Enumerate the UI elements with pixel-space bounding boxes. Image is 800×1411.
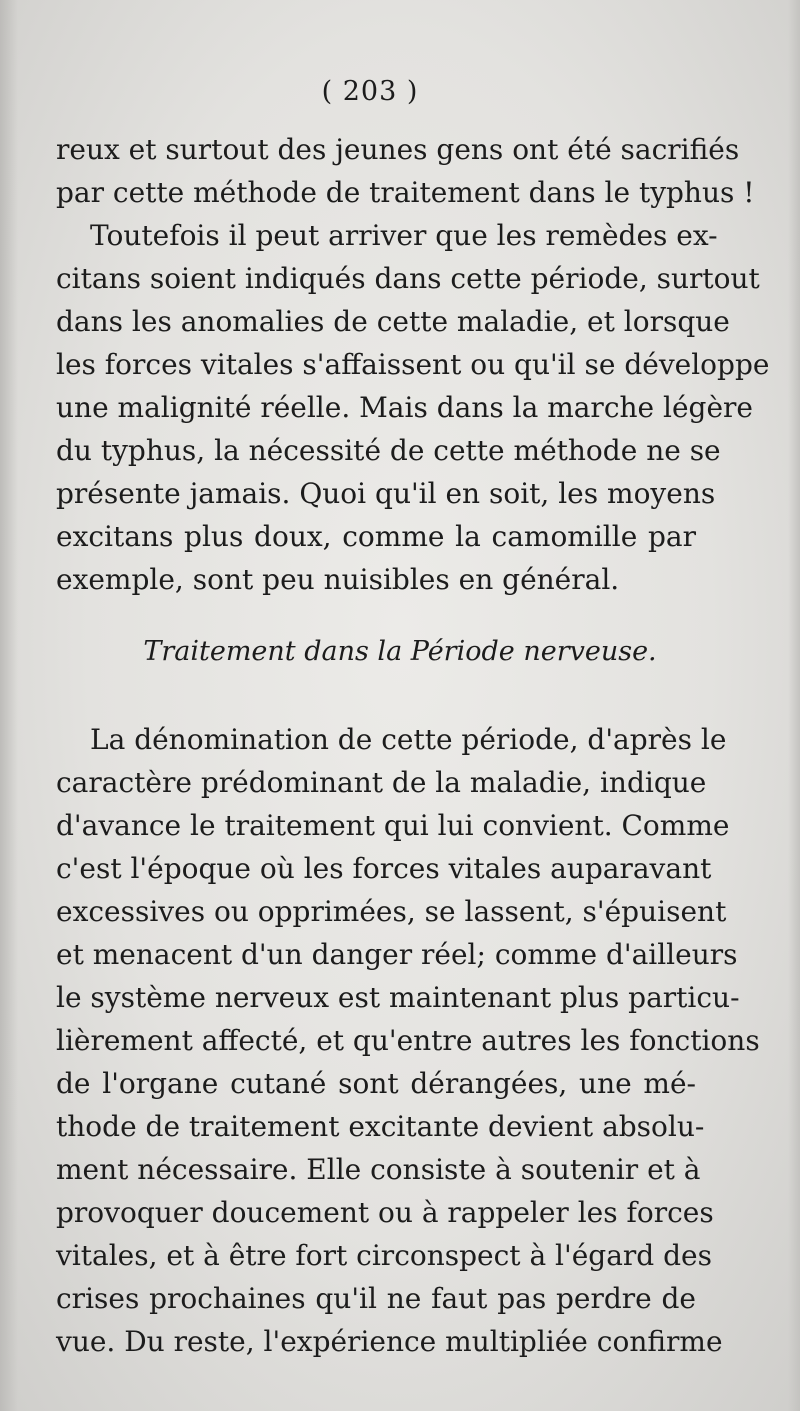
text-line: vitales, et à être fort circonspect à l'égard des: [56, 1239, 712, 1272]
text-line: dans les anomalies de cette maladie, et lorsque: [56, 305, 730, 338]
text-line: d'avance le traitement qui lui convient. Comme: [56, 809, 730, 842]
text-line: thode de traitement excitante devient absolu-: [56, 1110, 705, 1143]
text-line: citans soient indiqués dans cette période, surtout: [56, 262, 760, 295]
text-line: provoquer doucement ou à rappeler les forces: [56, 1196, 714, 1229]
paragraph-1: [56, 128, 755, 214]
text-line: Toutefois il peut arriver que les remèdes ex-: [90, 219, 718, 252]
section-paragraph: [56, 718, 760, 1363]
page-edge-shadow-right: [788, 0, 800, 1411]
text-line: présente jamais. Quoi qu'il en soit, les moyens: [56, 477, 716, 510]
text-line: ment nécessaire. Elle consiste à soutenir et à: [56, 1153, 701, 1186]
text-line: lièrement affecté, et qu'entre autres les fonctions: [56, 1024, 760, 1057]
text-line: crises prochaines qu'il ne faut pas perdre de: [56, 1282, 696, 1315]
text-line: et menacent d'un danger réel; comme d'ailleurs: [56, 938, 738, 971]
text-line: vue. Du reste, l'expérience multipliée confirme: [56, 1325, 723, 1358]
text-line: les forces vitales s'affaissent ou qu'il se développe: [56, 348, 770, 381]
text-line: de l'organe cutané sont dérangées, une mé-: [56, 1067, 696, 1100]
section-heading: Traitement dans la Période nerveuse.: [143, 636, 657, 667]
text-line: exemple, sont peu nuisibles en général.: [56, 563, 620, 596]
text-line: excessives ou opprimées, se lassent, s'épuisent: [56, 895, 727, 928]
text-line: du typhus, la nécessité de cette méthode ne se: [56, 434, 721, 467]
text-line: le système nerveux est maintenant plus particu-: [56, 981, 740, 1014]
text-line: excitans plus doux, comme la camomille par: [56, 520, 696, 553]
text-line: caractère prédominant de la maladie, indique: [56, 766, 707, 799]
page-number: ( 203 ): [321, 76, 419, 107]
text-line: par cette méthode de traitement dans le typhus !: [56, 176, 755, 209]
text-line: La dénomination de cette période, d'après le: [90, 723, 727, 756]
text-line: reux et surtout des jeunes gens ont été sacrifiés: [56, 133, 740, 166]
page-edge-shadow-left: [0, 0, 18, 1411]
text-line: une malignité réelle. Mais dans la marche légère: [56, 391, 753, 424]
text-line: c'est l'époque où les forces vitales auparavant: [56, 852, 712, 885]
paragraph-2: [56, 214, 770, 601]
